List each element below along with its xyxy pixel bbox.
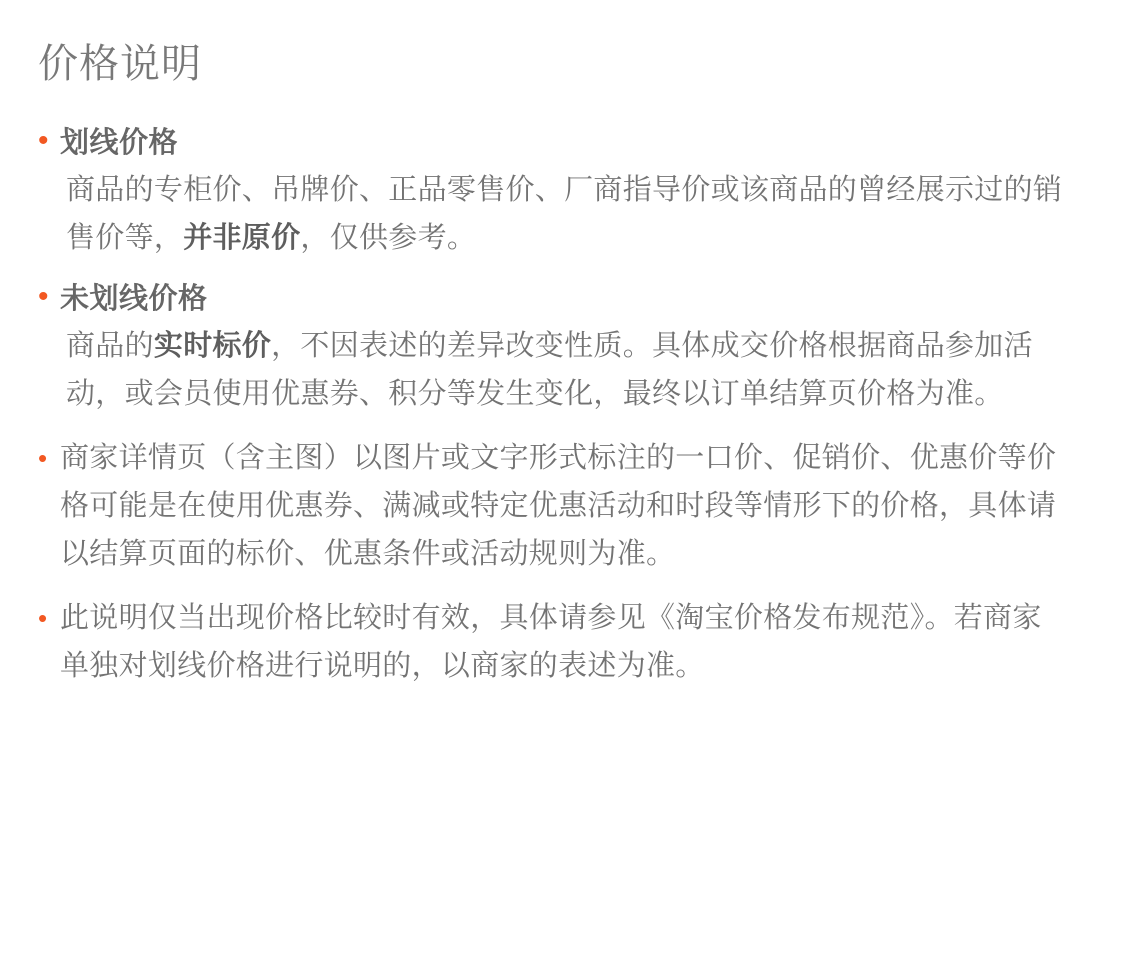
section-header bbox=[38, 282, 1085, 316]
list-item bbox=[38, 434, 1085, 578]
bullet-icon: • bbox=[38, 280, 49, 313]
section-body bbox=[38, 166, 1085, 262]
list-item-text: 此说明仅当出现价格比较时有效，具体请参见《淘宝价格发布规范》。若商家单独对划线价格进行说明的，以商家的表述为准。 bbox=[60, 602, 1042, 682]
section-body-strong: 实时标价 bbox=[153, 330, 272, 362]
section-title: 未划线价格 bbox=[60, 283, 208, 315]
section-body-post: ，不因表述的差异改变性质。具体成交价格根据商品参加活动，或会员使用优惠券、积分等发生变化，最终以订单结算页价格为准。 bbox=[66, 330, 1033, 410]
page-title: 价格说明 bbox=[38, 42, 202, 86]
section-body bbox=[38, 322, 1085, 418]
section-body-pre: 商品的专柜价、吊牌价、正品零售价、厂商指导价或该商品的曾经展示过的销售价等， bbox=[66, 174, 1063, 254]
list-item-text: 商家详情页（含主图）以图片或文字形式标注的一口价、促销价、优惠价等价格可能是在使用优惠券、满减或特定优惠活动和时段等情形下的价格，具体请以结算页面的标价、优惠条件或活动规则为准。 bbox=[60, 442, 1057, 570]
section-non-strikethrough-price bbox=[38, 282, 1085, 418]
bullet-icon: • bbox=[38, 603, 48, 633]
section-title: 划线价格 bbox=[60, 127, 179, 159]
list-item bbox=[38, 594, 1085, 690]
section-strikethrough-price bbox=[38, 126, 1085, 262]
section-body-post: ，仅供参考。 bbox=[300, 222, 477, 254]
bullet-icon: • bbox=[38, 443, 48, 473]
section-header bbox=[38, 126, 1085, 160]
bullet-icon: • bbox=[38, 124, 49, 157]
section-body-strong: 并非原价 bbox=[183, 222, 301, 254]
section-body-pre: 商品的 bbox=[66, 330, 154, 362]
